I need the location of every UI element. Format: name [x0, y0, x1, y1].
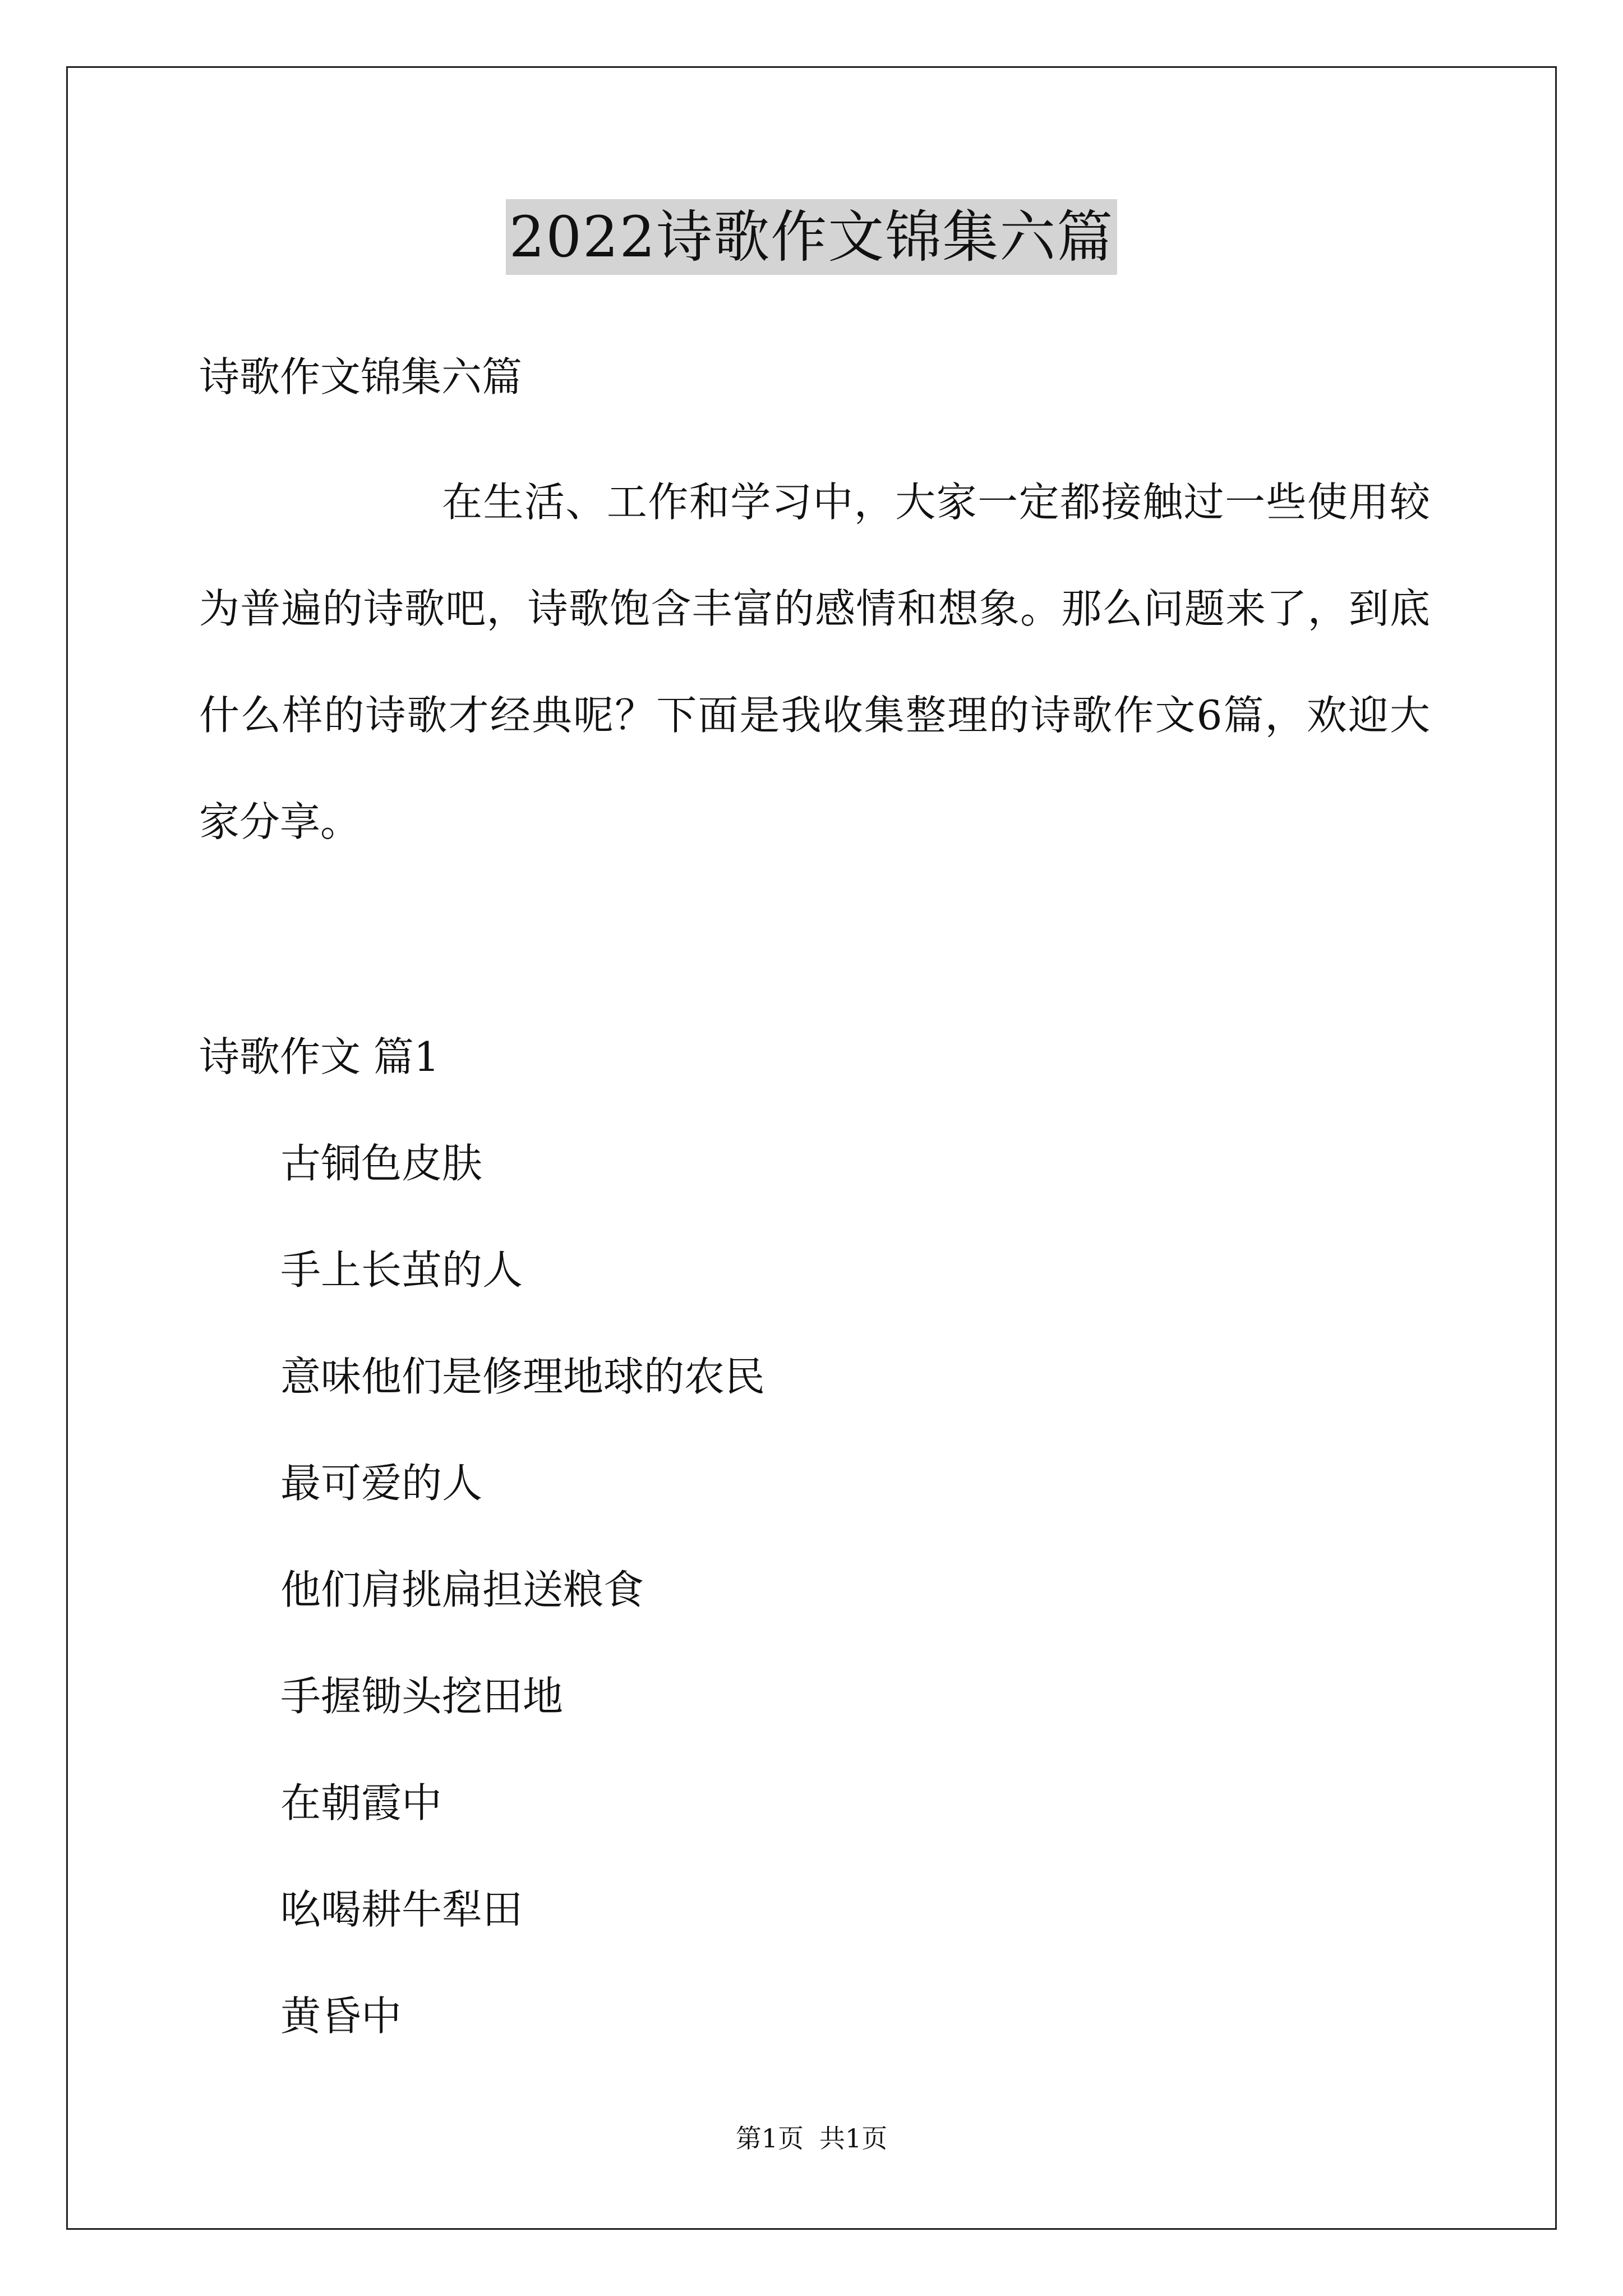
intro-paragraph: 在生活、工作和学习中，大家一定都接触过一些使用较为普遍的诗歌吧，诗歌饱含丰富的感情和想象。那么问题来了，到底什么样的诗歌才经典呢？下面是我收集整理的诗歌作文6篇，欢迎大家分享。 [199, 478, 1430, 845]
section-heading: 诗歌作文 篇1 [199, 1033, 440, 1080]
poem-line: 古铜色皮肤 [280, 1140, 483, 1187]
poem-line: 最可爱的人 [280, 1460, 483, 1507]
poem-line: 他们肩挑扁担送粮食 [280, 1566, 644, 1613]
page-footer [0, 2122, 1623, 2155]
poem-line: 吆喝耕牛犁田 [280, 1886, 523, 1933]
document-body [199, 351, 1430, 2096]
page-number-total: 共1页 [819, 2123, 888, 2154]
poem-line: 在朝霞中 [280, 1779, 442, 1826]
poem-line: 手上长茧的人 [280, 1246, 523, 1294]
poem-line: 手握锄头挖田地 [280, 1673, 564, 1720]
poem-line: 意味他们是修理地球的农民 [280, 1353, 766, 1400]
title-container [0, 199, 1623, 275]
document-title: 2022诗歌作文锦集六篇 [506, 199, 1118, 275]
page-number-current: 第1页 [735, 2123, 804, 2154]
poem [199, 1137, 1430, 2043]
poem-line: 黄昏中 [280, 1993, 402, 2040]
document-subtitle: 诗歌作文锦集六篇 [199, 353, 523, 401]
